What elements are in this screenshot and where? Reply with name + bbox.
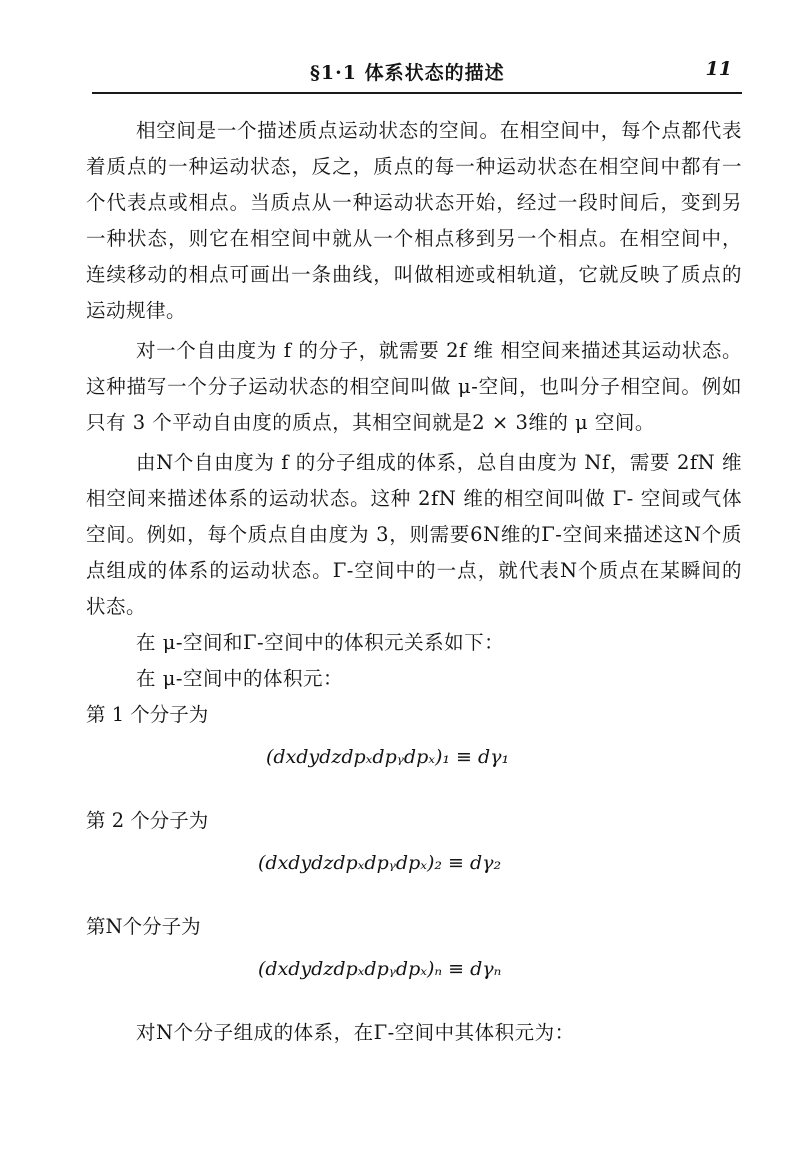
molecule-2-label: 第 2 个分子为 <box>86 809 209 832</box>
paragraph-phase-space: 相空间是一个描述质点运动状态的空间。在相空间中，每个点都代表着质点的一种运动状态，反之，质点的每一种运动状态在相空间中都有一个代表点或相点。当质点从一种运动状态开始，经过一段时间后，变到另一种状态，则它在相空间中就从一个相点移到另一个相点。在相空间中，连续移动的相点可画出一条曲线，叫做相迹或相轨道，它就反映了质点的运动规律。 <box>86 119 742 322</box>
page-header <box>92 58 740 88</box>
molecule-1-label: 第 1 个分子为 <box>86 703 209 726</box>
header-rule <box>92 92 742 94</box>
paragraph-volume-relation: 在 μ-空间和Γ-空间中的体积元关系如下： <box>136 631 505 654</box>
paragraph-mu-volume: 在 μ-空间中的体积元： <box>136 667 343 690</box>
page-body <box>86 113 742 1051</box>
molecule-n-label: 第N个分子为 <box>86 915 201 938</box>
paragraph-closing: 对N个分子组成的体系，在Γ-空间中其体积元为： <box>136 1021 575 1044</box>
molecule-1-formula: (dxdydzdpₓdpᵧdpₓ)₁ ≡ dγ₁ <box>266 746 510 768</box>
molecule-2-formula: (dxdydzdpₓdpᵧdpₓ)₂ ≡ dγ₂ <box>258 852 502 874</box>
molecule-n-formula: (dxdydzdpₓdpᵧdpₓ)ₙ ≡ dγₙ <box>258 958 502 980</box>
paragraph-gamma-space: 由N个自由度为 f 的分子组成的体系，总自由度为 Nf，需要 2fN 维相空间来描述体系的运动状态。这种 2fN 维的相空间叫做 Γ- 空间或气体空间。例如，每个质点自由度为 3，则需要6N维的Γ-空间来描述这N个质点组成的体系的运动状态。Γ-空间中的一点，就代表N个质点在某瞬间的状态。 <box>86 451 742 618</box>
section-title: §1·1 体系状态的描述 <box>310 62 505 84</box>
page-number: 11 <box>705 58 732 80</box>
paragraph-mu-space: 对一个自由度为 f 的分子，就需要 2f 维 相空间来描述其运动状态。这种描写一个分子运动状态的相空间叫做 μ-空间，也叫分子相空间。例如只有 3 个平动自由度的质点，其相空间就是2 × 3维的 μ 空间。 <box>86 339 742 434</box>
